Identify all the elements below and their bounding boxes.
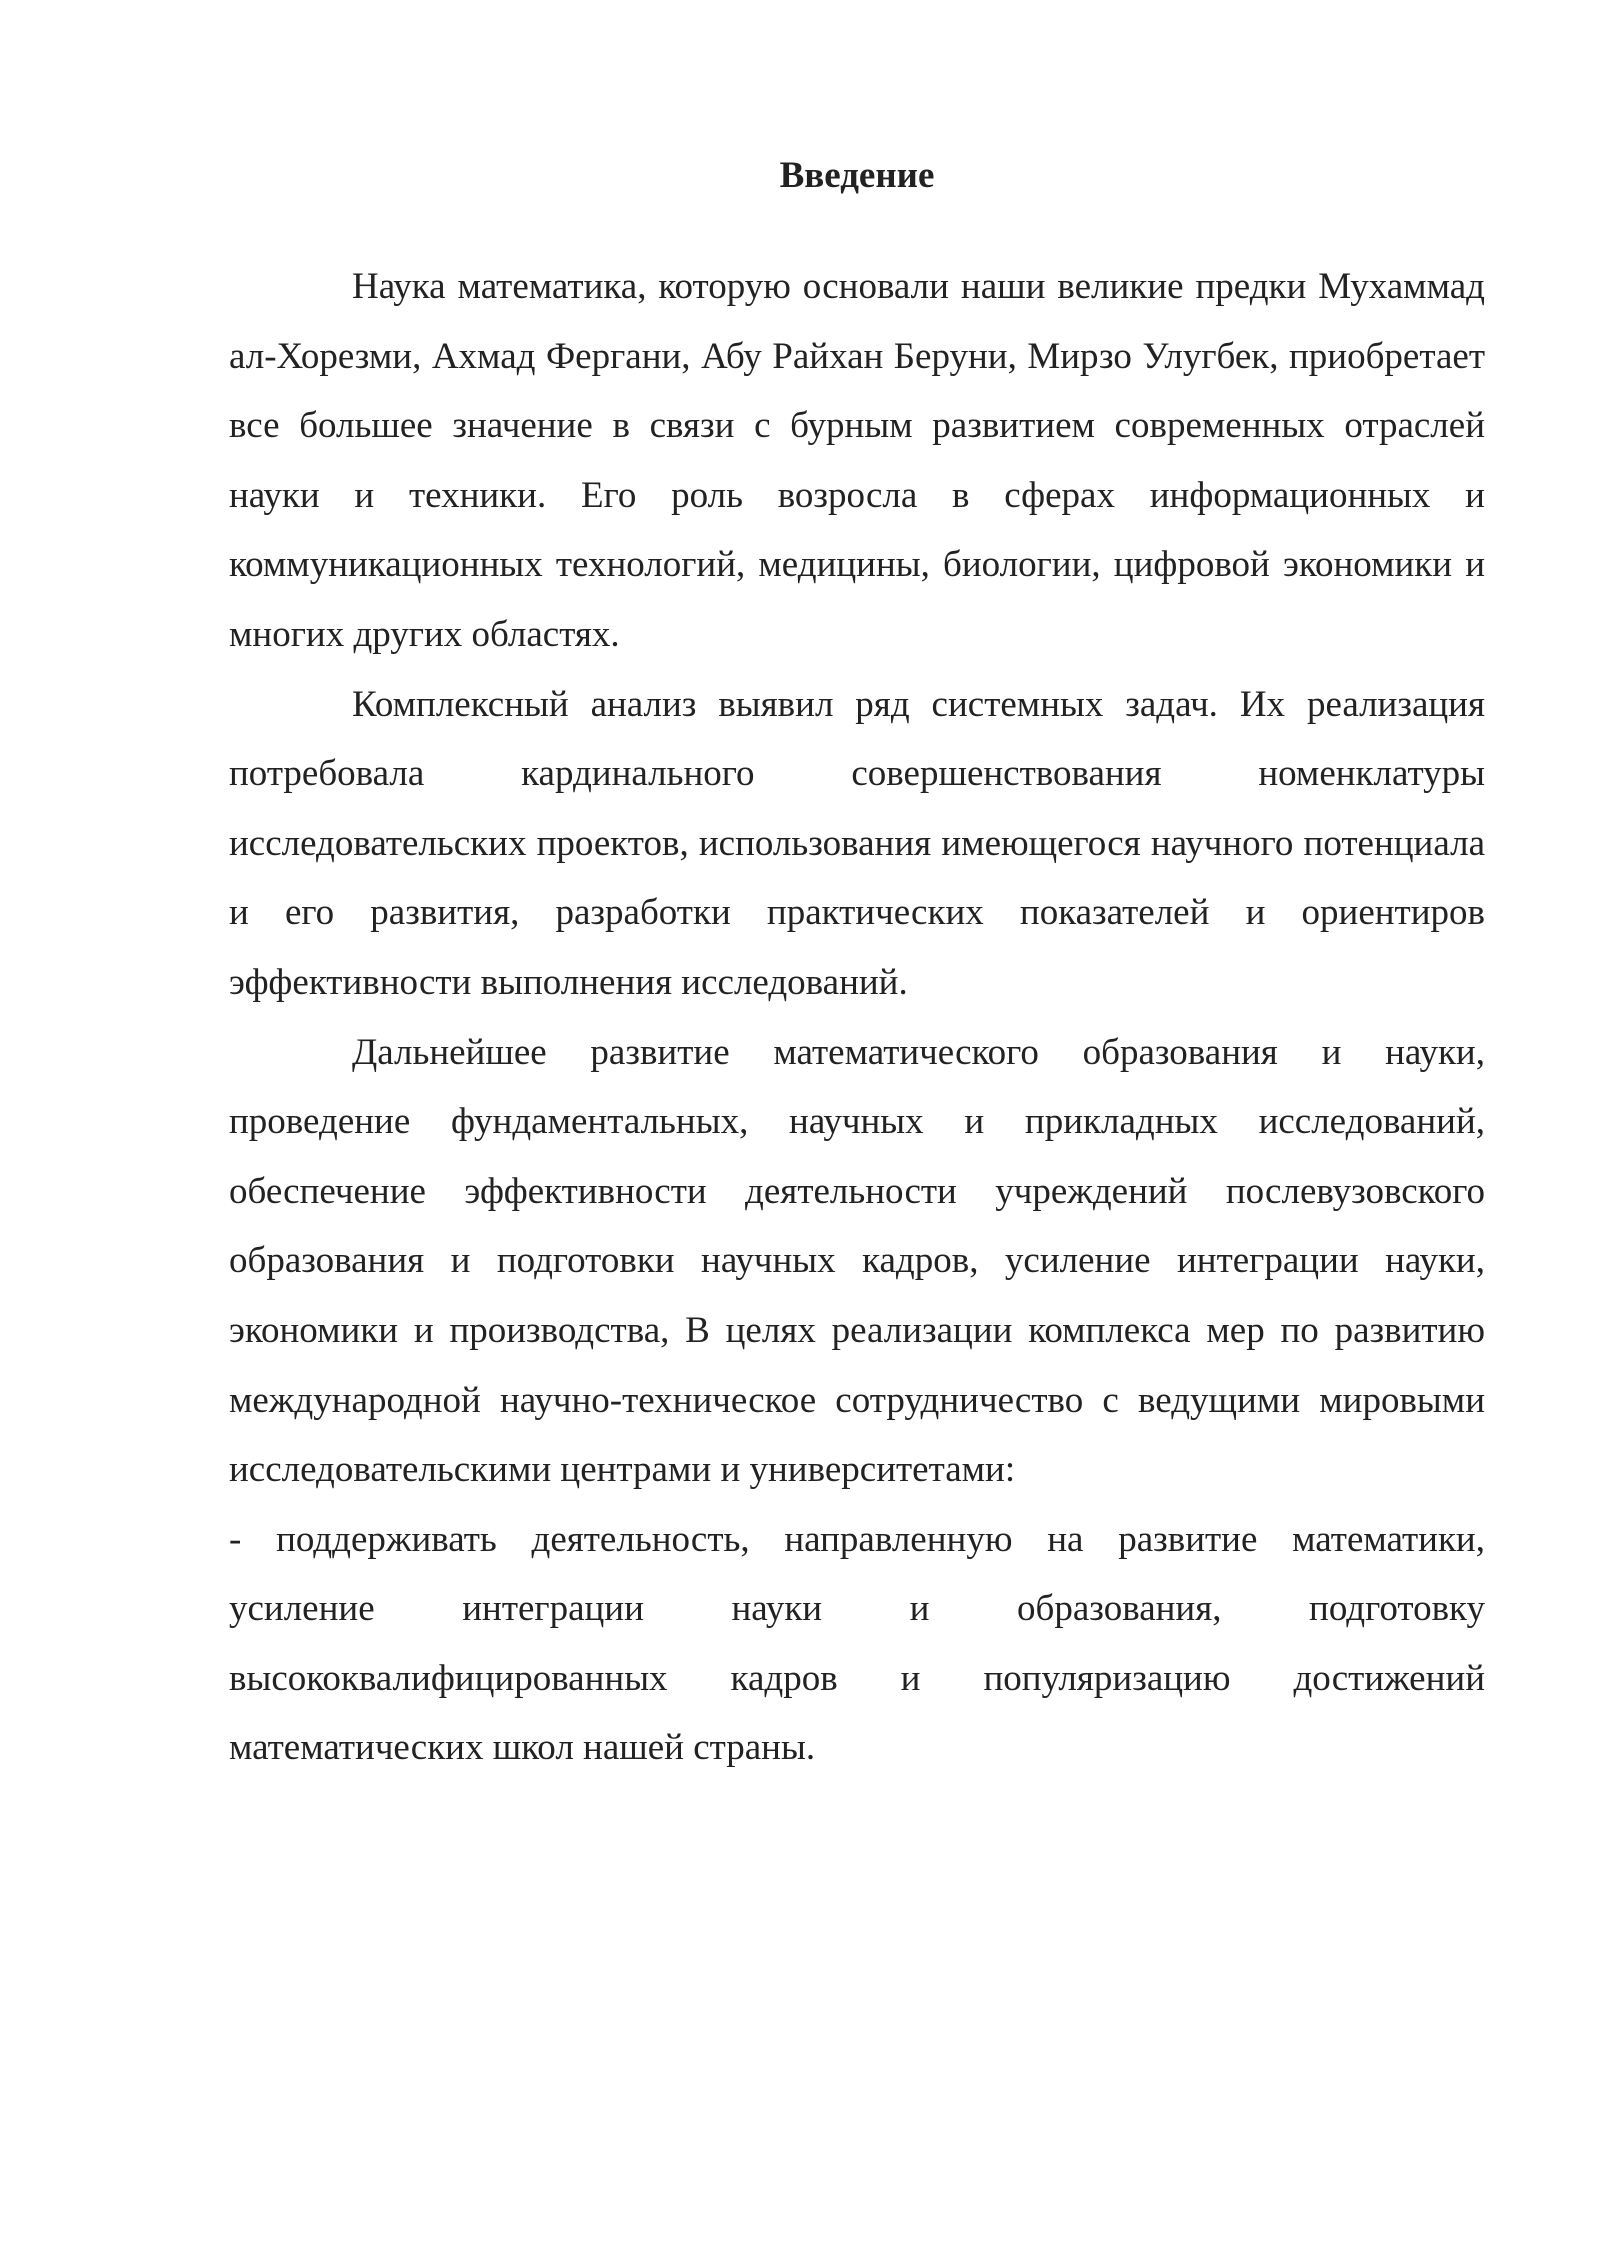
paragraph-1: Наука математика, которую основали наши великие предки Мухаммад ал-Хорезми, Ахмад Фергани, Абу Райхан Беруни, Мирзо Улугбек, приобретает все большее значение в связи с бурным развитием современных отраслей науки и техники. Его роль возросла в сферах информационных и коммуникационных технологий, медицины, биологии, цифровой экономики и многих других областях.	[229, 266, 1485, 655]
page-title: Введение	[779, 155, 935, 196]
paragraph-4-list-item: - поддерживать деятельность, направленную на развитие математики, усиление интеграции науки и образования, подготовку высококвалифицированных кадров и популяризацию достижений математических школ нашей страны.	[229, 1518, 1485, 1769]
paragraph-3: Дальнейшее развитие математического образования и науки, проведение фундаментальных, научных и прикладных исследований, обеспечение эффективности деятельности учреждений послевузовского образования и подготовки научных кадров, усиление интеграции науки, экономики и производства, В целях реализации комплекса мер по развитию международной научно-техническое сотрудничество с ведущими мировыми исследовательскими центрами и университетами:	[229, 1031, 1485, 1491]
document-body	[229, 150, 1485, 1783]
paragraph-2: Комплексный анализ выявил ряд системных задач. Их реализация потребовала кардинального совершенствования номенклатуры исследовательских проектов, использования имеющегося научного потенциала и его развития, разработки практических показателей и ориентиров эффективности выполнения исследований.	[229, 683, 1485, 1003]
